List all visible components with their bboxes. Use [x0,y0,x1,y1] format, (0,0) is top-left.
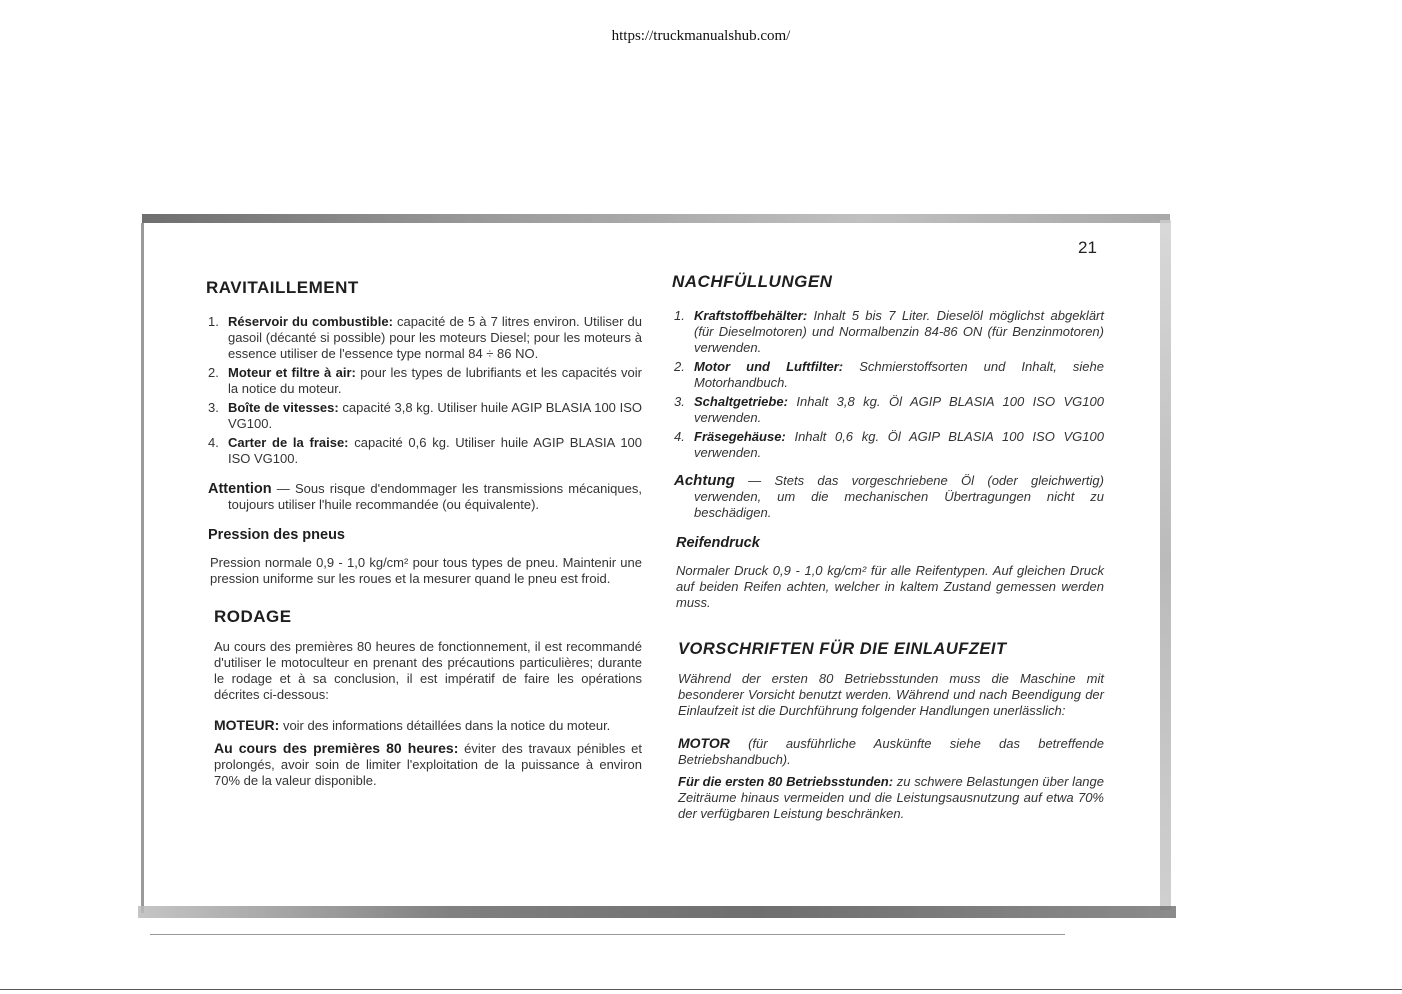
stunden-label: Für die ersten 80 Betriebsstunden: [678,774,894,789]
item-number: 2. [674,359,685,374]
item-number: 1. [208,314,219,329]
german-list [674,308,1104,461]
moteur-paragraph [214,717,642,734]
list-item [208,400,642,432]
pression-heading: Pression des pneus [208,527,345,543]
item-number: 3. [674,394,685,409]
item-number: 4. [674,429,685,444]
rodage-paragraph: Au cours des premières 80 heures de fonctionnement, il est recommandé d'utiliser le motoculteur en prenant des précautions particulières; durante le rodage et à sa conclusion, il est impératif de faire les opérations décrites ci-dessous: [214,639,642,702]
item-label: Fräsegehäuse: [694,429,786,444]
attention-label: Attention [208,481,272,497]
scan-frame-top [142,214,1170,223]
attention-paragraph [208,481,642,513]
item-text: capacité de 5 à 7 litres environ. Utiliser du gasoil (décanté si possible) pour les moteurs Diesel; pour les moteurs à essence utiliser de l'essence type normal 84 ÷ 86 NO. [228,314,642,361]
nachfuellungen-heading: NACHFÜLLUNGEN [672,272,833,291]
french-column [206,280,642,789]
attention-text: — Sous risque d'endommager les transmissions mécaniques, toujours utiliser l'huile recommandée (ou équivalente). [228,481,642,512]
item-number: 2. [208,365,219,380]
list-item [208,314,642,362]
stunden-paragraph [678,774,1104,822]
achtung-paragraph [674,473,1104,521]
french-list [208,314,642,467]
german-column [672,274,1104,822]
scan-frame-left [141,223,144,913]
item-label: Carter de la fraise: [228,435,349,450]
item-text: capacité 3,8 kg. Utiliser huile AGIP BLASIA 100 ISO VG100. [228,400,642,431]
vorschriften-heading: VORSCHRIFTEN FÜR DIE EINLAUFZEIT [678,640,1007,658]
item-number: 3. [208,400,219,415]
heures-label: Au cours des premières 80 heures: [214,740,459,756]
list-item [674,394,1104,426]
achtung-label: Achtung [674,472,735,489]
item-text: Inhalt 3,8 kg. Öl AGIP BLASIA 100 ISO VG100 verwenden. [694,394,1104,425]
motor-paragraph [678,735,1104,768]
list-item [674,359,1104,391]
page-url: https://truckmanualshub.com/ [611,28,791,44]
stunden-text: zu schwere Belastungen über lange Zeiträume hinaus vermeiden und die Leistungsausnutzung auf etwa 70% der verfügbaren Leistung beschränken. [678,774,1104,821]
moteur-label: MOTEUR: [214,717,280,733]
heures-text: éviter des travaux pénibles et prolongés, avoir soin de limiter l'exploitation de la puissance à environ 70% de la valeur disponible. [214,741,642,788]
list-item [674,308,1104,356]
scan-rule [150,934,1065,935]
item-number: 1. [674,308,685,323]
list-item [208,365,642,397]
reifendruck-heading: Reifendruck [676,535,760,551]
scan-frame-right [1160,220,1171,910]
heures-paragraph [214,740,642,789]
pression-paragraph: Pression normale 0,9 - 1,0 kg/cm² pour tous types de pneu. Maintenir une pression uniforme sur les roues et la mesurer quand le pneu est froid. [210,555,642,586]
bottom-rule [0,989,1402,990]
motor-text: (für ausführliche Auskünfte siehe das betreffende Betriebshandbuch). [678,736,1104,767]
item-text: capacité 0,6 kg. Utiliser huile AGIP BLASIA 100 ISO VG100. [228,435,643,466]
item-text: Inhalt 0,6 kg. Öl AGIP BLASIA 100 ISO VG100 verwenden. [694,429,1104,460]
item-label: Schaltgetriebe: [694,394,788,409]
item-label: Kraftstoffbehälter: [694,308,808,323]
list-item [674,429,1104,461]
rodage-heading: RODAGE [214,607,292,626]
vorschriften-paragraph: Während der ersten 80 Betriebsstunden muss die Maschine mit besonderer Vorsicht benutzt werden. Während und nach Beendigung der Einlaufzeit ist die Durchführung folgender Handlungen unerlässlich: [678,671,1104,718]
ravitaillement-heading: RAVITAILLEMENT [206,278,359,297]
item-text: Inhalt 5 bis 7 Liter. Dieselöl möglichst abgeklärt (für Dieselmotoren) und Normalbenzin 84-86 ON (für Benzinmotoren) verwenden. [694,308,1104,355]
motor-label: MOTOR [678,735,730,751]
item-label: Motor und Luftfilter: [694,359,844,374]
reifendruck-paragraph: Normaler Druck 0,9 - 1,0 kg/cm² für alle Reifentypen. Auf gleichen Druck auf beiden Reifen achten, welcher in kaltem Zustand gemessen werden muss. [676,563,1104,610]
achtung-text: — Stets das vorgeschriebene Öl (oder gleichwertig) verwenden, um die mechanischen Übertragungen nicht zu beschädigen. [694,473,1104,520]
scan-frame-bottom [138,906,1176,918]
item-number: 4. [208,435,219,450]
item-text: Schmierstoffsorten und Inhalt, siehe Motorhandbuch. [694,359,1104,390]
item-label: Boîte de vitesses: [228,400,339,415]
page-number: 21 [1078,238,1097,257]
item-label: Moteur et filtre à air: [228,365,356,380]
moteur-text: voir des informations détaillées dans la notice du moteur. [279,718,611,733]
item-label: Réservoir du combustible: [228,314,393,329]
list-item [208,435,642,467]
item-text: pour les types de lubrifiants et les capacités voir la notice du moteur. [228,365,643,396]
